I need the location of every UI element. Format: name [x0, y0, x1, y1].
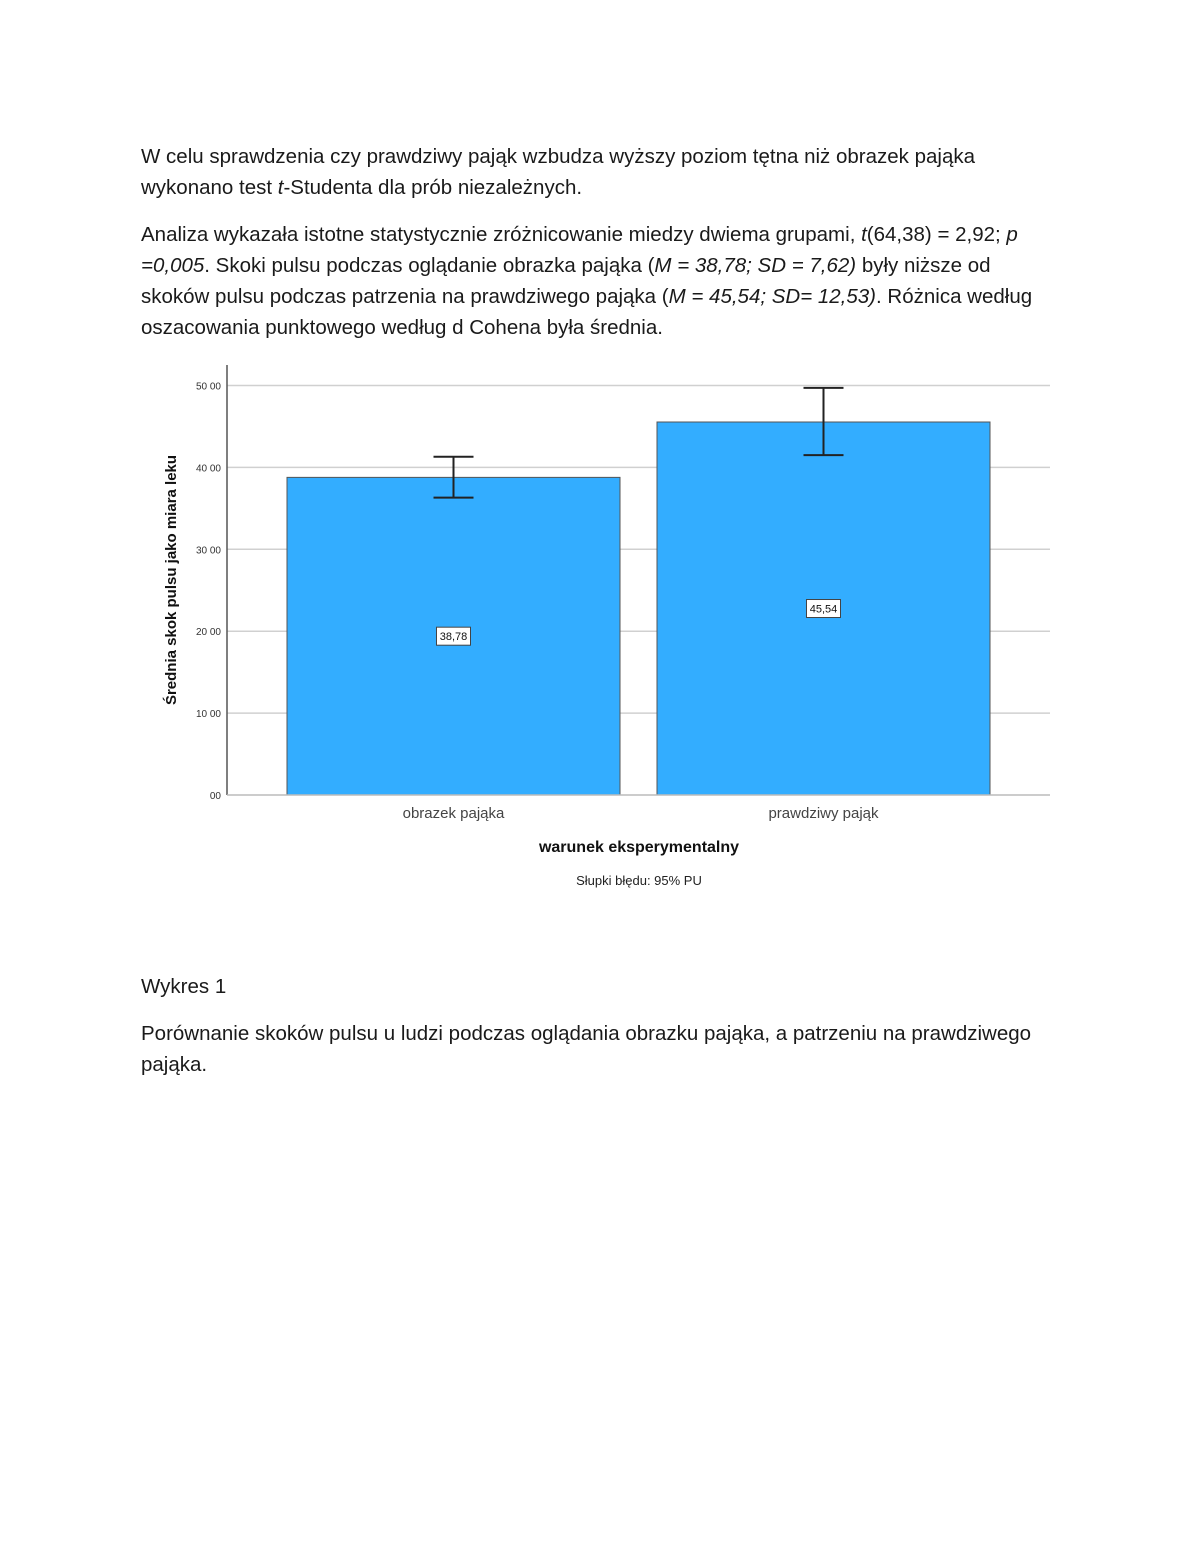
y-tick-label: 10 00: [195, 709, 221, 721]
error-bar-note: Słupki błędu: 95% PU: [576, 873, 702, 888]
y-tick-label: 20 00: [195, 627, 221, 639]
x-tick-label: prawdziwy pająk: [768, 805, 879, 822]
analysis-paragraph: [141, 219, 1061, 343]
p-value: p =0,005: [141, 223, 1018, 277]
figure-number: Wykres 1: [141, 975, 227, 998]
y-tick-label: 40 00: [195, 463, 221, 475]
bars: [287, 388, 990, 795]
analysis-text-4: były niższe od skoków pulsu podczas patrzenia na prawdziwego pająka (: [141, 254, 991, 308]
bar-chart: [150, 355, 1060, 895]
group1-stats: M = 38,78; SD = 7,62): [654, 254, 857, 277]
t-statistic-symbol: t: [861, 223, 867, 246]
analysis-text-1: Analiza wykazała istotne statystycznie zróżnicowanie miedzy dwiema grupami,: [141, 223, 862, 246]
data-label: 38,78: [439, 631, 468, 644]
figure-caption: Porównanie skoków pulsu u ludzi podczas oglądania obrazku pająka, a patrzeniu na prawdziwego pająka.: [141, 1022, 1032, 1076]
y-tick-label: 00: [209, 791, 221, 802]
intro-paragraph: [141, 141, 1061, 203]
intro-text-2: -Studenta dla prób niezależnych.: [283, 176, 583, 199]
data-label: 45,54: [809, 603, 838, 616]
x-tick-label: obrazek pająka: [402, 805, 505, 822]
analysis-text-3: . Skoki pulsu podczas oglądanie obrazka pająka (: [204, 254, 655, 277]
group2-stats: M = 45,54; SD= 12,53): [668, 285, 877, 308]
intro-text-1: W celu sprawdzenia czy prawdziwy pająk wzbudza wyższy poziom tętna niż obrazek pająka wykonano test: [141, 145, 976, 199]
t-symbol: t: [277, 176, 284, 199]
analysis-text-2: (64,38) = 2,92;: [866, 223, 1007, 246]
y-tick-label: 30 00: [195, 545, 221, 557]
analysis-text-5: . Różnica według oszacowania punktowego według d Cohena była średnia.: [141, 285, 1033, 339]
y-axis-title: Średnia skok pulsu jako miara leku: [163, 454, 180, 706]
y-tick-label: 50 00: [195, 381, 221, 393]
x-axis-title: warunek eksperymentalny: [538, 839, 740, 856]
